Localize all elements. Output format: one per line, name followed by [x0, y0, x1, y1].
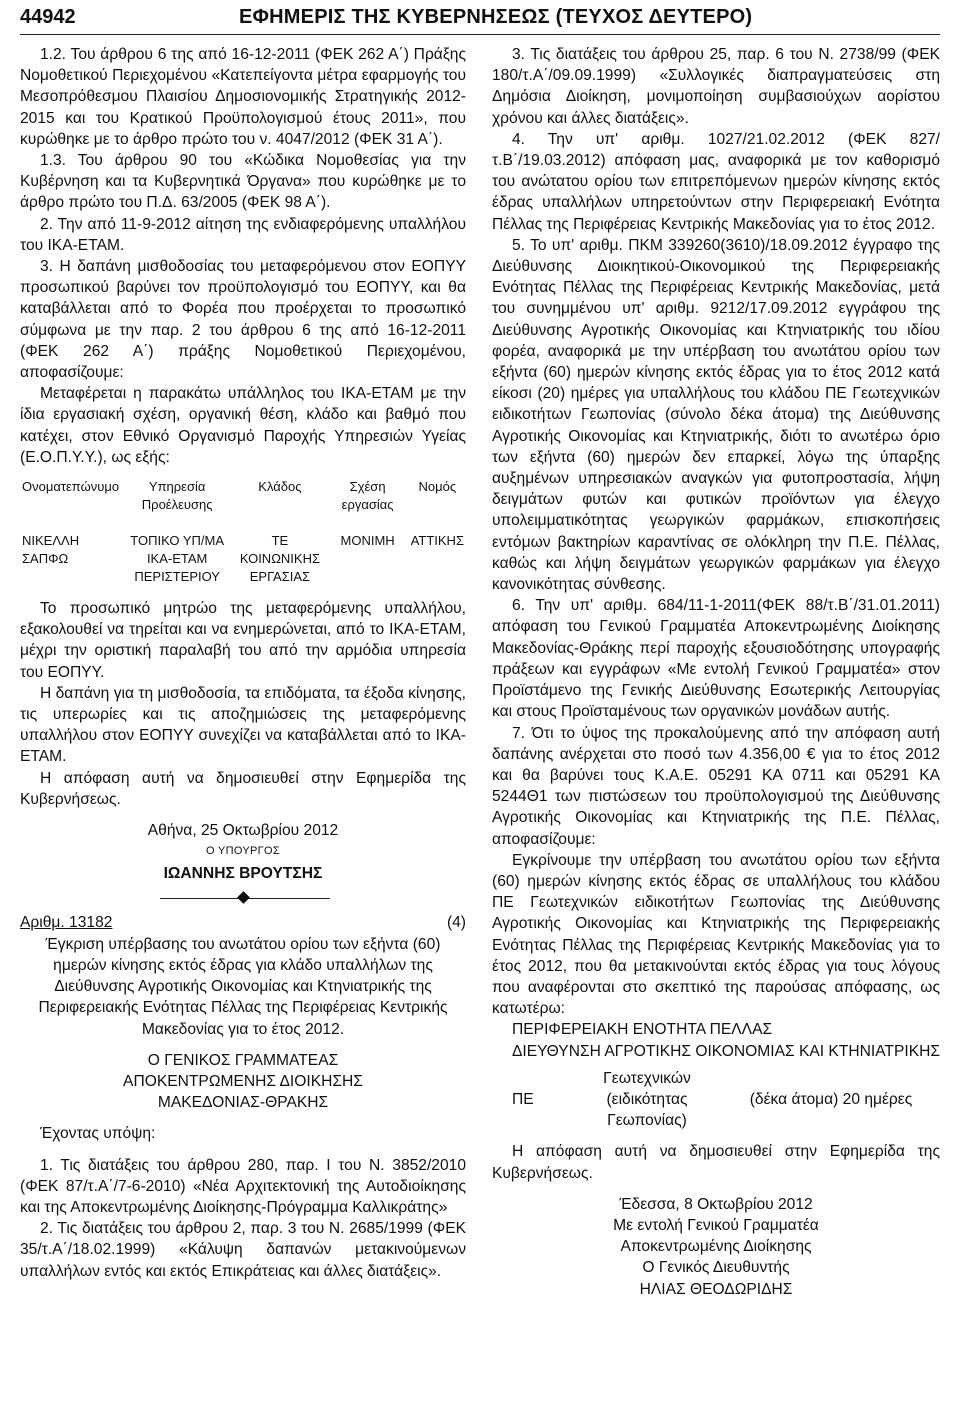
paragraph: Το προσωπικό μητρώο της μεταφερόμενης υπαλλήλου, εξακολουθεί να τηρείται και να ενημερώνεται, από το ΙΚΑ-ΕΤΑΜ, μέχρι την οριστική παραλαβή του από την αρμόδια υπηρεσία του ΕΟΠΥΥ. [20, 600, 466, 681]
table-row [20, 532, 466, 586]
section-separator [20, 890, 466, 906]
regard-item: 1. Τις διατάξεις του άρθρου 280, παρ. Ι του Ν. 3852/2010 (ΦΕΚ 87/τ.Α΄/7-6-2010) «Νέα Αρχιτεκτονική της Αυτοδιοίκησης και της Αποκεντρωμένης Διοίκησης-Πρόγραμμα Καλλικράτης» [20, 1156, 466, 1216]
regard-item: 7. Ότι το ύψος της προκαλούμενης από την απόφαση αυτή δαπάνης ανέρχεται στο ποσό των 4.356,00 € για το έτος 2012 και θα βαρύνει τους Κ.Α.Ε. 05291 ΚΑ 0711 και 05291 ΚΑ 5244Θ1 των πιστώσεων του προϋπολογισμού της Διεύθυνσης Αγροτικής Οικονομίας και Κτηνιατρικής της Π.Ε. Πέλλας, αποφασίζουμε: [492, 724, 940, 848]
journal-title: ΕΦΗΜΕΡΙΣ ΤΗΣ ΚΥΒΕΡΝΗΣΕΩΣ (ΤΕΥΧΟΣ ΔΕΥΤΕΡΟ) [239, 6, 753, 28]
paragraph: Μεταφέρεται η παρακάτω υπάλληλος του ΙΚΑ-ΕΤΑΜ με την ίδια εργασιακή σχέση, οργανική θέση, κλάδο και βαθμό που κατέχει, στον Εθνικό Οργανισμό Παροχής Υπηρεσιών Υγείας (Ε.Ο.Π.Υ.Υ.), ως εξής: [20, 385, 466, 466]
unit-name: ΠΕΡΙΦΕΡΕΙΑΚΗ ΕΝΟΤΗΤΑ ΠΕΛΛΑΣ [512, 1021, 773, 1039]
column-header: Νομός [418, 479, 457, 495]
signature-line: Ο Γενικός Διευθυντής [642, 1259, 790, 1277]
signatory-name: ΗΛΙΑΣ ΘΕΟΔΩΡΙΔΗΣ [639, 1280, 793, 1298]
column-header: Ονοματεπώνυμο [22, 479, 120, 495]
paragraph: Η απόφαση αυτή να δημοσιευθεί στην Εφημερίδα της Κυβερνήσεως. [20, 769, 466, 808]
table-cell: ΤΟΠΙΚΟ ΥΠ/ΜΑ ΙΚΑ-ΕΤΑΜ ΠΕΡΙΣΤΕΡΙΟΥ [130, 533, 225, 585]
paragraph: 1.2. Του άρθρου 6 της από 16-12-2011 (ΦΕΚ 262 Α΄) Πράξης Νομοθετικού Περιεχομένου «Κατεπείγοντα μέτρα εφαρμογής του Μεσοπρόθεσμου Πλαισίου Δημοσιονομικής Στρατηγικής 2012-2015 και του Κρατικού Προϋπολογισμού έτους 2011», που κυρώθηκε με το άρθρο πρώτο του ν. 4047/2012 (ΦΕΚ 31 Α΄). [20, 46, 466, 148]
authority-line: Ο ΓΕΝΙΚΟΣ ΓΡΑΜΜΑΤΕΑΣ [147, 1051, 339, 1069]
minister-name: ΙΩΑΝΝΗΣ ΒΡΟΥΤΣΗΣ [163, 864, 323, 882]
spacer [20, 1040, 466, 1050]
column-header: Υπηρεσία Προέλευσης [141, 479, 213, 513]
paragraph: 2. Την από 11-9-2012 αίτηση της ενδιαφερόμενης υπαλλήλου του ΙΚΑ-ΕΤΑΜ. [20, 215, 466, 254]
paragraph: Η απόφαση αυτή να δημοσιευθεί στην Εφημερίδα της Κυβερνήσεως. [492, 1143, 940, 1182]
header-rule [20, 34, 940, 35]
signature-line: Αποκεντρωμένης Διοίκησης [620, 1238, 812, 1256]
regard-item: 3. Τις διατάξεις του άρθρου 25, παρ. 6 του Ν. 2738/99 (ΦΕΚ 180/τ.Α΄/09.09.1999) «Συλλογικές διαπραγματεύσεις στη Δημόσια Διοίκηση, μονιμοποίηση συμβασιούχων αορίστου χρόνου και άλλες διατάξεις». [492, 46, 940, 127]
authority-line: ΑΠΟΚΕΝΤΡΩΜΕΝΗΣ ΔΙΟΙΚΗΣΗΣ [123, 1072, 363, 1090]
place-date: Αθήνα, 25 Οκτωβρίου 2012 [147, 822, 339, 840]
diamond-icon [237, 891, 250, 904]
place-date: Έδεσσα, 8 Οκτωβρίου 2012 [619, 1195, 813, 1213]
paragraph: 1.3. Του άρθρου 90 του «Κώδικα Νομοθεσίας για την Κυβέρνηση και τα Κυβερνητικά Όργανα» που κυρώθηκε με το άρθρο πρώτο του Π.Δ. 63/2005 (ΦΕΚ 98 Α΄). [20, 152, 466, 212]
table-cell: ΑΤΤΙΚΗΣ [410, 533, 464, 549]
authority-line: ΜΑΚΕΔΟΝΙΑΣ-ΘΡΑΚΗΣ [157, 1094, 329, 1112]
decision-title: Έγκριση υπέρβασης του ανωτάτου ορίου των εξήντα (60) ημερών κίνησης εκτός έδρας για κλάδο υπαλλήλων της Διεύθυνσης Αγροτικής Οικονομίας και Κτηνιατρικής της Περιφερειακής Ενότητας Πέλλας της Περιφέρειας Κεντρικής Μακεδονίας για το έτος 2012. [38, 935, 448, 1038]
spacer [492, 1184, 940, 1194]
spacer [20, 810, 466, 820]
page-number: 44942 [20, 6, 76, 28]
minister-title: Ο ΥΠΟΥΡΓΟΣ [206, 845, 280, 858]
staff-transfer-table [20, 478, 466, 586]
column-header: Σχέση εργασίας [341, 479, 394, 513]
regard-item: 5. Το υπ' αριθμ. ΠΚΜ 339260(3610)/18.09.2012 έγγραφο της Διεύθυνσης Διοικητικού-Οικονομικού της Περιφερειακής Ενότητας Πέλλας της Περιφέρειας Κεντρικής Μακεδονίας, μετά του συνημμένου υπ' αριθμ. 9212/17.09.2012 εγγράφου της Διεύθυνσης Αγροτικής Οικονομίας και Κτηνιατρικής του ιδίου φορέα, αναφορικά με την υπέρβαση του ανωτάτου ορίου των εξήντα (60) ημερών κίνησης εκτός έδρας για το έτος 2012 κατά είκοσι (20) ημέρες για υπαλλήλους του κλάδου ΠΕ Γεωτεχνικών ειδικοτήτων Γεωπονίας (σύνολο δέκα άτομα) της Διεύθυνσης Αγροτικής Οικονομίας και Κτηνιατρικής, διότι το ανωτέρω όριο των εξήντα (60) ημερών δεν επαρκεί, λόγω της ύπαρξης αυξημένων υπηρεσιακών αναγκών για φυτοπροστασία, λήψη δειγμάτων φυτών και φυτικών προϊόντων για έλεγχο υπολειμματικότητας γεωργικών φαρμάκων, επισκοπήσεις εντόμων βακτηρίων καραντίνας σε ολόκληρη την Π.Ε. Πέλλας, καθώς και λήψη δειγμάτων γεωργικών φαρμάκων για έλεγχο κανονικότητας σύνθεσης. [492, 236, 940, 594]
table-cell: ΜΟΝΙΜΗ [340, 533, 395, 549]
right-column [492, 44, 940, 1300]
category-people-days: (δέκα άτομα) 20 ημέρες [749, 1090, 913, 1108]
regard-item: 4. Την υπ' αριθμ. 1027/21.02.2012 (ΦΕΚ 827/τ.Β΄/19.03.2012) απόφαση μας, αναφορικά με τον καθορισμό του ανώτατου ορίου των επιτρεπόμενων ημερών κίνησης εκτός έδρας υπαλλήλων υπηρετούντων στην Περιφερειακή Ενότητα Πέλλας της Περιφέρειας Κεντρικής Μακεδονίας για το έτος 2012. [492, 130, 940, 233]
page-header [20, 2, 940, 32]
column-header: Κλάδος [258, 479, 302, 495]
regard-item: 2. Τις διατάξεις του άρθρου 2, παρ. 3 του Ν. 2685/1999 (ΦΕΚ 35/τ.Α΄/18.02.1999) «Κάλυψη δαπανών μετακινούμενων υπαλλήλων εντός και εκτός Επικράτειας και άλλες διατάξεις». [20, 1220, 466, 1280]
decision-number: Αριθμ. 13182 [20, 913, 113, 931]
approval-paragraph: Εγκρίνουμε την υπέρβαση του ανωτάτου ορίου των εξήντα (60) ημερών κίνησης εκτός έδρας σε υπαλλήλους του κλάδου ΠΕ Γεωτεχνικών ειδικοτήτων Γεωπονίας της Διεύθυνσης Αγροτικής Οικονομίας και Κτηνιατρικής της Περιφερειακής Ενότητας Πέλλας της Περιφέρειας Κεντρικής Μακεδονίας για το έτος 2012, που θα μετακινούνται εκτός έδρας για τους λόγους που αναφέρονται στο σκεπτικό της παρούσας απόφασης, ως κατωτέρω: [492, 851, 940, 1018]
table-cell: ΝΙΚΕΛΛΗ ΣΑΠΦΩ [22, 533, 80, 567]
regard-item: 6. Την υπ' αριθμ. 684/11-1-2011(ΦΕΚ 88/τ.Β΄/31.01.2011) απόφαση του Γενικού Γραμματέα Αποκεντρωμένης Διοίκησης Μακεδονίας-Θράκης περί παροχής εξουσιοδότησης υπογραφής πράξεων και εγγράφων «Με εντολή Γενικού Γραμματέα» στον Προϊστάμενο της Γενικής Διεύθυνσης Εσωτερικής Λειτουργίας και στους Προϊσταμένους των οργανικών μονάδων αυτής. [492, 597, 940, 721]
table-header-row [20, 478, 466, 532]
decision-code: (4) [446, 913, 466, 931]
having-regard: Έχοντας υπόψη: [40, 1125, 156, 1143]
category-code: ΠΕ [512, 1090, 534, 1108]
decision-heading [20, 912, 466, 934]
unit-name: ΔΙΕΥΘΥΝΣΗ ΑΓΡΟΤΙΚΗΣ ΟΙΚΟΝΟΜΙΑΣ ΚΑΙ ΚΤΗΝΙΑΤΡΙΚΗΣ [512, 1042, 940, 1060]
paragraph: Η δαπάνη για τη μισθοδοσία, τα επιδόματα, τα έξοδα κίνησης, τις υπερωρίες και τις αποζημιώσεις της μεταφερόμενης υπαλλήλου στον ΕΟΠΥΥ συνεχίζει να καταβάλλεται από το ΙΚΑ-ΕΤΑΜ. [20, 684, 466, 766]
paragraph: 3. Η δαπάνη μισθοδοσίας του μεταφερόμενου στον ΕΟΠΥΥ προσωπικού βαρύνει τον προϋπολογισμό του ΕΟΠΥΥ, και θα καταβάλλεται από το Φορέα που προέρχεται το προσωπικό σύμφωνα με την παρ. 2 του άρθρου 6 της από 16-12-2011 (ΦΕΚ 262 Α΄) πράξης Νομοθετικού Περιεχομένου, αποφασίζουμε: [20, 258, 466, 382]
spacer [20, 1113, 466, 1123]
signature-line: Με εντολή Γενικού Γραμματέα [613, 1216, 819, 1234]
spacer [20, 1145, 466, 1155]
category-specialty: Γεωτεχνικών (ειδικότητας Γεωπονίας) [603, 1069, 691, 1130]
table-cell: ΤΕ ΚΟΙΝΩΝΙΚΗΣ ΕΡΓΑΣΙΑΣ [239, 533, 321, 585]
category-row [492, 1068, 940, 1132]
left-column [20, 44, 466, 1282]
